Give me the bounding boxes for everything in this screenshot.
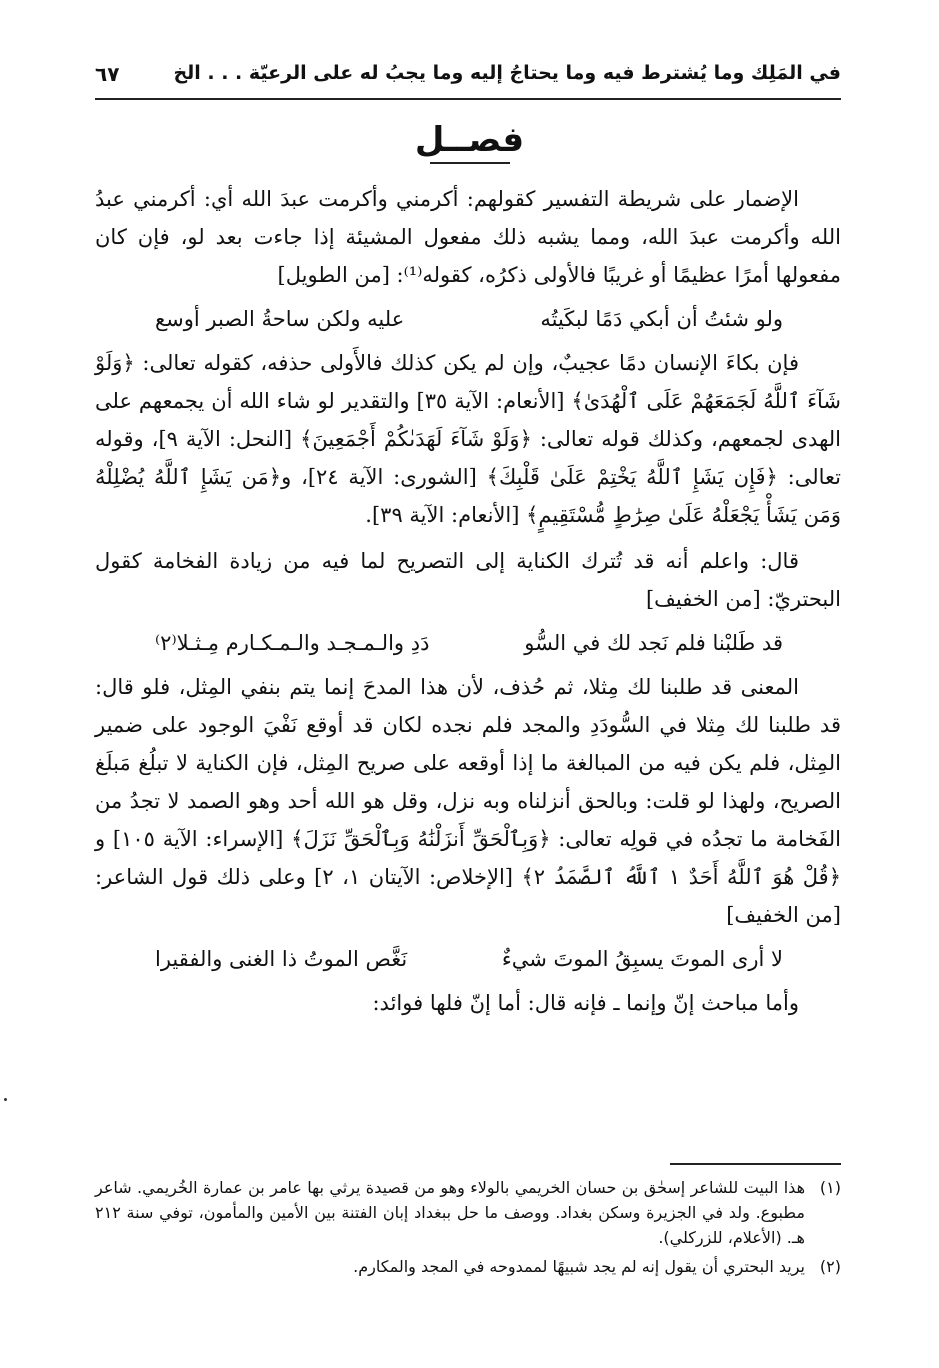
main-text: [95, 180, 841, 1022]
page-header: [95, 62, 841, 94]
verse-1: [95, 294, 841, 344]
verse-2: [95, 618, 841, 668]
header-rule: [95, 98, 841, 100]
footnotes: [95, 1175, 841, 1279]
verse-1-first-hemistich: ولو شئتُ أن أبكي دَمًا لبكَيتُه: [540, 307, 783, 331]
verse-2-first-hemistich: قد طَلبْنا فلم نَجد لك في السُّو: [524, 631, 783, 655]
verse-1-second-hemistich: عليه ولكن ساحةُ الصبر أوسع: [155, 307, 405, 331]
footnote-1-text: هذا البيت للشاعر إسحٰق بن حسان الخريمي بالولاء وهو من قصيدة يرثي بها عامر بن عمارة الخُريمي. شاعر مطبوع. ولد في الجزيرة وسكن بغداد. ووصف ما حل ببغداد إبان الفتنة بين الأمين والمأمون، توفي سنة ٢١٢ هـ. (الأعلام، للزركلي).: [95, 1178, 805, 1247]
footnote-rule: [670, 1163, 841, 1165]
scan-dot: [4, 1098, 7, 1101]
section-title: فصــل: [414, 120, 525, 160]
verse-2-second-hemistich: دَدِ والـمـجـد والـمـكـارم مِـثـلا⁽٢⁾: [155, 631, 430, 655]
footnote-2-number: (٢): [819, 1257, 841, 1276]
footnote-2-text: يريد البحتري أن يقول إنه لم يجد شبيهًا لممدوحه في المجد والمكارم.: [353, 1257, 805, 1276]
title-underline: [430, 162, 510, 164]
footnote-2: [95, 1254, 841, 1279]
paragraph-1: الإضمار على شريطة التفسير كقولهم: أكرمني وأكرمت عبدَ الله أي: أكرمني عبدُ الله وأكرمت عبدَ الله، ومما يشبه ذلك مفعول المشيئة إذا جاءت بعد لو، فإن كان مفعولها أمرًا عظيمًا أو غريبًا فالأولى ذكرُه، كقوله⁽¹⁾: [من الطويل]: [95, 187, 841, 287]
verse-3-second-hemistich: نَغَّص الموتُ ذا الغنى والفقيرا: [155, 947, 408, 971]
page-number: ٦٧: [95, 62, 120, 86]
running-title: في المَلِك وما يُشترط فيه وما يحتاجُ إليه وما يجبُ له على الرعيّة . . . الخ: [173, 62, 841, 84]
paragraph-5: وأما مباحث إنّ وإنما ـ فإنه قال: أما إنّ فلها فوائد:: [372, 991, 799, 1015]
paragraph-3: قال: واعلم أنه قد تُترك الكناية إلى التصريح لما فيه من زيادة الفخامة كقول البحتريّ: [من الخفيف]: [95, 549, 841, 611]
paragraph-4: المعنى قد طلبنا لك مِثلا، ثم حُذف، لأن هذا المدحَ إنما يتم بنفي المِثل، فلو قال: قد طلبنا لك مِثلا في السُّودَدِ والمجد فلم نجده لكان قد أوقع نَفْيَ الوجود على ضمير المِثل، فلم يكن فيه من المبالغة ما إذا أوقعه على صريح المِثل، فإن الكناية لا تبلُغ مَبلَغ الصريح، ولهذا لو قلت: وبالحق أنزلناه وبه نزل، وقل هو الله أحد وهو الصمد لا تجدُ من الفَخامة ما تجدُه في قولِه تعالى: ﴿وَبِٱلْحَقِّ أَنزَلْنَٰهُ وَبِٱلْحَقِّ نَزَلَ﴾ [الإسراء: الآية ١٠٥] و ﴿قُلْ هُوَ ٱللَّهُ أَحَدٌ ١ ٱللَّهُ ٱلصَّمَدُ ٢﴾ [الإخلاص: الآيتان ١، ٢] وعلى ذلك قول الشاعر: [من الخفيف]: [95, 675, 842, 927]
paragraph-2: فإن بكاءَ الإنسان دمًا عجيبٌ، وإن لم يكن كذلك فالأَولى حذفه، كقوله تعالى: ﴿وَلَوْ شَآءَ ٱللَّهُ لَجَمَعَهُمْ عَلَى ٱلْهُدَىٰ﴾ [الأنعام: الآية ٣٥] والتقدير لو شاء الله أن يجمعهم على الهدى لجمعهم، وكذلك قوله تعالى: ﴿وَلَوْ شَآءَ لَهَدَىٰكُمْ أَجْمَعِينَ﴾ [النحل: الآية ٩]، وقوله تعالى: ﴿فَإِن يَشَإِ ٱللَّهُ يَخْتِمْ عَلَىٰ قَلْبِكَ﴾ [الشورى: الآية ٢٤]، و﴿مَن يَشَإِ ٱللَّهُ يُضْلِلْهُ وَمَن يَشَأْ يَجْعَلْهُ عَلَىٰ صِرَٰطٍ مُّسْتَقِيمٍ﴾ [الأنعام: الآية ٣٩].: [95, 351, 841, 527]
footnote-1-number: (١): [819, 1178, 841, 1197]
footnote-1: [95, 1175, 841, 1250]
verse-3: [95, 934, 841, 984]
verse-3-first-hemistich: لا أرى الموتَ يسبِقُ الموتَ شيءٌ: [501, 947, 783, 971]
